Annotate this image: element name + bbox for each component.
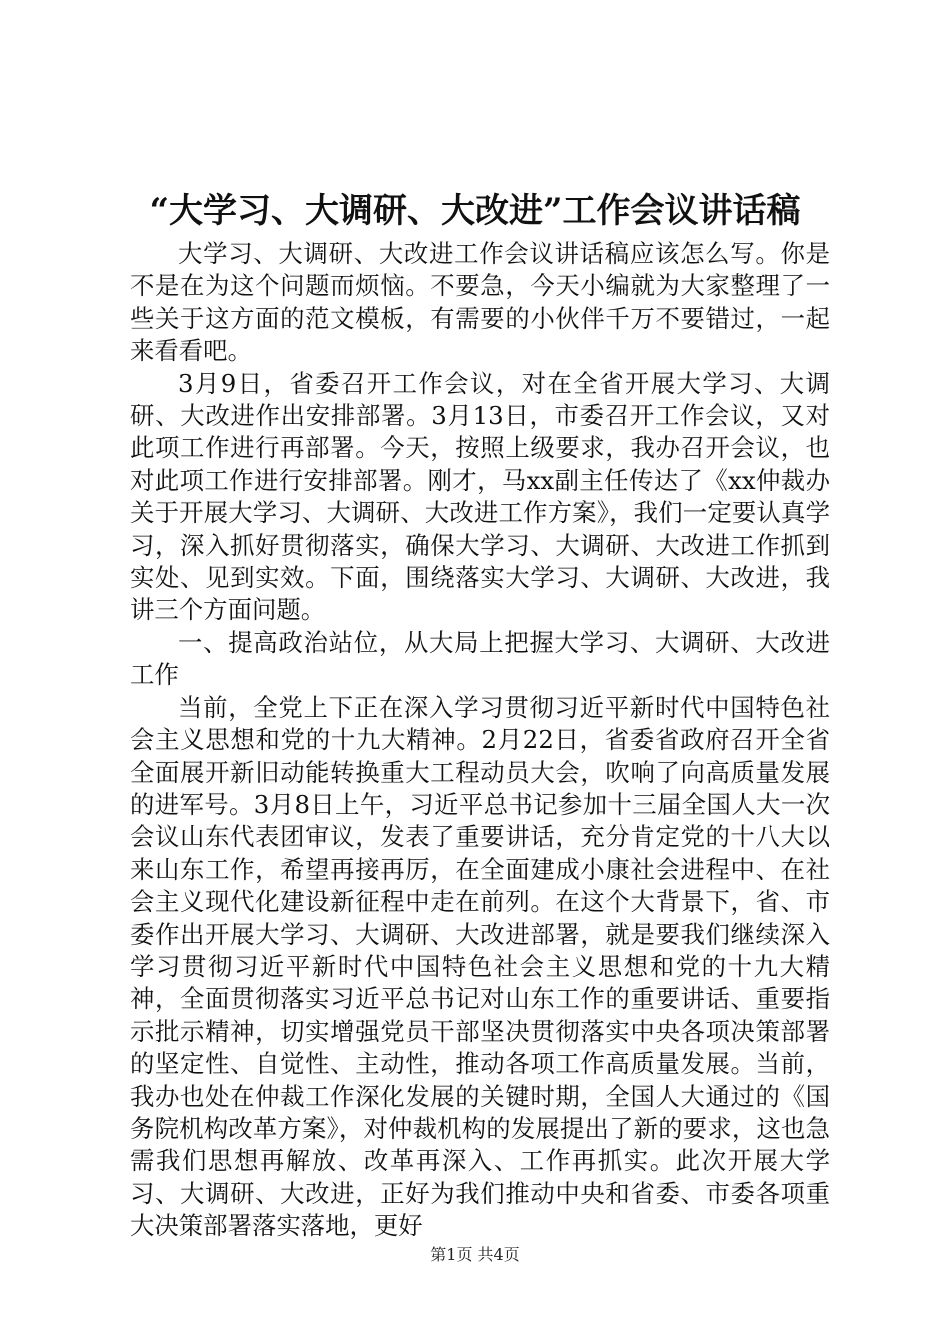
paragraph-section-one: 当前，全党上下正在深入学习贯彻习近平新时代中国特色社会主义思想和党的十九大精神。2月22日，省委省政府召开全省全面展开新旧动能转换重大工程动员大会，吹响了向高质量发展的进军号。3月8日上午，习近平总书记参加十三届全国人大一次会议山东代表团审议，发表了重要讲话，充分肯定党的十八大以来山东工作，希望再接再厉，在全面建成小康社会进程中、在社会主义现代化建设新征程中走在前列。在这个大背景下，省、市委作出开展大学习、大调研、大改进部署，就是要我们继续深入学习贯彻习近平新时代中国特色社会主义思想和党的十九大精神，全面贯彻落实习近平总书记对山东工作的重要讲话、重要指示批示精神，切实增强党员干部坚决贯彻落实中央各项决策部署的坚定性、自觉性、主动性，推动各项工作高质量发展。当前，我办也处在仲裁工作深化发展的关键时期，全国人大通过的《国务院机构改革方案》，对仲裁机构的发展提出了新的要求，这也急需我们思想再解放、改革再深入、工作再抓实。此次开展大学习、大调研、大改进，正好为我们推动中央和省委、市委各项重大决策部署落实落地，更好	[130, 692, 830, 1241]
paragraph-intro: 大学习、大调研、大改进工作会议讲话稿应该怎么写。你是不是在为这个问题而烦恼。不要急，今天小编就为大家整理了一些关于这方面的范文模板，有需要的小伙伴千万不要错过，一起来看看吧。	[130, 239, 830, 366]
section-heading-one: 一、提高政治站位，从大局上把握大学习、大调研、大改进工作	[130, 627, 830, 690]
document-title: “大学习、大调研、大改进”工作会议讲话稿	[149, 191, 801, 231]
page-number-footer: 第1页 共4页	[430, 1245, 520, 1264]
paragraph-background: 3月9日，省委召开工作会议，对在全省开展大学习、大调研、大改进作出安排部署。3月13日，市委召开工作会议，又对此项工作进行再部署。今天，按照上级要求，我办召开会议，也对此项工作进行安排部署。刚才，马xx副主任传达了《xx仲裁办关于开展大学习、大调研、大改进工作方案》，我们一定要认真学习，深入抓好贯彻落实，确保大学习、大调研、大改进工作抓到实处、见到实效。下面，围绕落实大学习、大调研、大改进，我讲三个方面问题。	[130, 368, 830, 625]
document-body	[130, 238, 830, 1243]
